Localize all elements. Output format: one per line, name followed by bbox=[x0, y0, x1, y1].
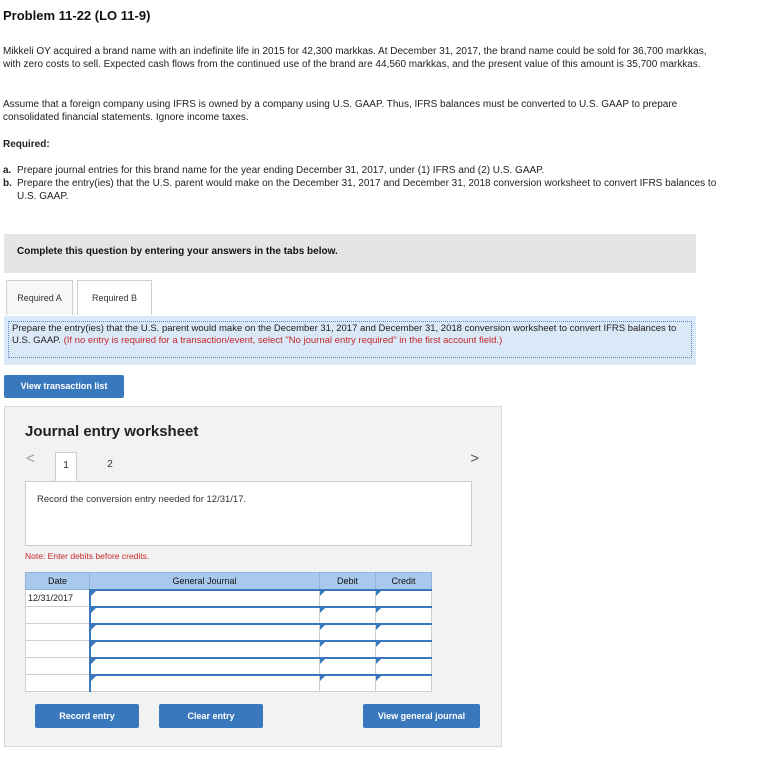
required-item-a-marker: a. bbox=[3, 165, 12, 176]
dropdown-corner-icon bbox=[91, 608, 96, 613]
debit-input[interactable] bbox=[320, 624, 376, 641]
account-select[interactable] bbox=[90, 658, 320, 675]
input-corner-icon bbox=[320, 659, 325, 664]
input-corner-icon bbox=[320, 642, 325, 647]
instructions-banner bbox=[4, 234, 696, 273]
instruction-hint: (If no entry is required for a transaction/event, select "No journal entry required" in the first account field.) bbox=[63, 335, 503, 346]
date-cell bbox=[26, 641, 90, 658]
input-corner-icon bbox=[320, 625, 325, 630]
column-date: Date bbox=[26, 573, 90, 590]
chevron-right-icon[interactable]: > bbox=[470, 450, 479, 467]
dropdown-corner-icon bbox=[91, 591, 96, 596]
view-transaction-list-button[interactable]: View transaction list bbox=[4, 375, 124, 398]
journal-row bbox=[26, 624, 432, 641]
debit-input[interactable] bbox=[320, 658, 376, 675]
page-2-tab[interactable]: 2 bbox=[107, 459, 113, 470]
dropdown-corner-icon bbox=[91, 676, 96, 681]
debit-input[interactable] bbox=[320, 590, 376, 607]
account-select[interactable] bbox=[90, 607, 320, 624]
debits-note: Note: Enter debits before credits. bbox=[25, 551, 150, 561]
account-select[interactable] bbox=[90, 675, 320, 692]
account-select[interactable] bbox=[90, 641, 320, 658]
credit-input[interactable] bbox=[376, 590, 432, 607]
input-corner-icon bbox=[376, 591, 381, 596]
required-item-a bbox=[3, 164, 723, 177]
instruction-panel bbox=[4, 316, 696, 365]
credit-input[interactable] bbox=[376, 607, 432, 624]
tab-required-a[interactable]: Required A bbox=[6, 280, 73, 315]
column-credit: Credit bbox=[376, 573, 432, 590]
required-list bbox=[3, 164, 723, 203]
problem-paragraph-1: Mikkeli OY acquired a brand name with an indefinite life in 2015 for 42,300 markkas. At December 31, 2017, the brand name could be sold for 36,700 markkas, with zero costs to sell. Expected cash flows from the continued use of the brand are 44,560 markkas, and the present value of this amount is 35,700 markkas. bbox=[3, 46, 707, 70]
banner-text: Complete this question by entering your answers in the tabs below. bbox=[17, 246, 338, 257]
column-general-journal: General Journal bbox=[90, 573, 320, 590]
entry-prompt-box bbox=[25, 481, 472, 546]
input-corner-icon bbox=[320, 591, 325, 596]
debit-input[interactable] bbox=[320, 675, 376, 692]
credit-input[interactable] bbox=[376, 658, 432, 675]
input-corner-icon bbox=[376, 625, 381, 630]
debit-input[interactable] bbox=[320, 641, 376, 658]
journal-grid bbox=[25, 572, 431, 692]
clear-entry-button[interactable]: Clear entry bbox=[159, 704, 263, 728]
date-cell bbox=[26, 624, 90, 641]
instruction-main: Prepare the entry(ies) that the U.S. parent would make on the December 31, 2017 and December 31, 2018 conversion worksheet to convert IFRS balances to U.S. GAAP. bbox=[12, 323, 677, 346]
worksheet-title: Journal entry worksheet bbox=[25, 423, 199, 440]
journal-table bbox=[25, 572, 432, 692]
instruction-text bbox=[8, 321, 692, 358]
chevron-left-icon[interactable]: < bbox=[26, 450, 35, 467]
input-corner-icon bbox=[320, 608, 325, 613]
credit-input[interactable] bbox=[376, 675, 432, 692]
credit-input[interactable] bbox=[376, 641, 432, 658]
date-cell: 12/31/2017 bbox=[26, 590, 90, 607]
journal-header-row bbox=[26, 573, 432, 590]
journal-row bbox=[26, 675, 432, 692]
account-select[interactable] bbox=[90, 624, 320, 641]
journal-row bbox=[26, 658, 432, 675]
input-corner-icon bbox=[376, 642, 381, 647]
date-cell bbox=[26, 675, 90, 692]
entry-prompt: Record the conversion entry needed for 12/31/17. bbox=[37, 494, 247, 505]
input-corner-icon bbox=[376, 608, 381, 613]
dropdown-corner-icon bbox=[91, 625, 96, 630]
date-cell bbox=[26, 658, 90, 675]
input-corner-icon bbox=[376, 659, 381, 664]
required-item-b-text: Prepare the entry(ies) that the U.S. parent would make on the December 31, 2017 and December 31, 2018 conversion worksheet to convert IFRS balances to U.S. GAAP. bbox=[17, 178, 717, 202]
page-1-tab[interactable]: 1 bbox=[55, 452, 77, 482]
view-general-journal-button[interactable]: View general journal bbox=[363, 704, 480, 728]
problem-paragraph-2: Assume that a foreign company using IFRS is owned by a company using U.S. GAAP. Thus, IFRS balances must be converted to U.S. GAAP to prepare consolidated financial statements. Ignore income taxes. bbox=[3, 99, 678, 123]
date-cell bbox=[26, 607, 90, 624]
required-item-b-marker: b. bbox=[3, 178, 12, 189]
journal-entry-worksheet bbox=[4, 406, 502, 747]
required-item-b bbox=[3, 177, 723, 203]
required-heading: Required: bbox=[3, 139, 50, 150]
journal-row bbox=[26, 607, 432, 624]
credit-input[interactable] bbox=[376, 624, 432, 641]
tab-required-b[interactable]: Required B bbox=[77, 280, 152, 315]
column-debit: Debit bbox=[320, 573, 376, 590]
dropdown-corner-icon bbox=[91, 659, 96, 664]
account-select[interactable] bbox=[90, 590, 320, 607]
dropdown-corner-icon bbox=[91, 642, 96, 647]
journal-row bbox=[26, 590, 432, 607]
debit-input[interactable] bbox=[320, 607, 376, 624]
required-item-a-text: Prepare journal entries for this brand name for the year ending December 31, 2017, under (1) IFRS and (2) U.S. GAAP. bbox=[17, 165, 545, 176]
problem-title: Problem 11-22 (LO 11-9) bbox=[3, 8, 151, 23]
input-corner-icon bbox=[376, 676, 381, 681]
input-corner-icon bbox=[320, 676, 325, 681]
journal-row bbox=[26, 641, 432, 658]
record-entry-button[interactable]: Record entry bbox=[35, 704, 139, 728]
